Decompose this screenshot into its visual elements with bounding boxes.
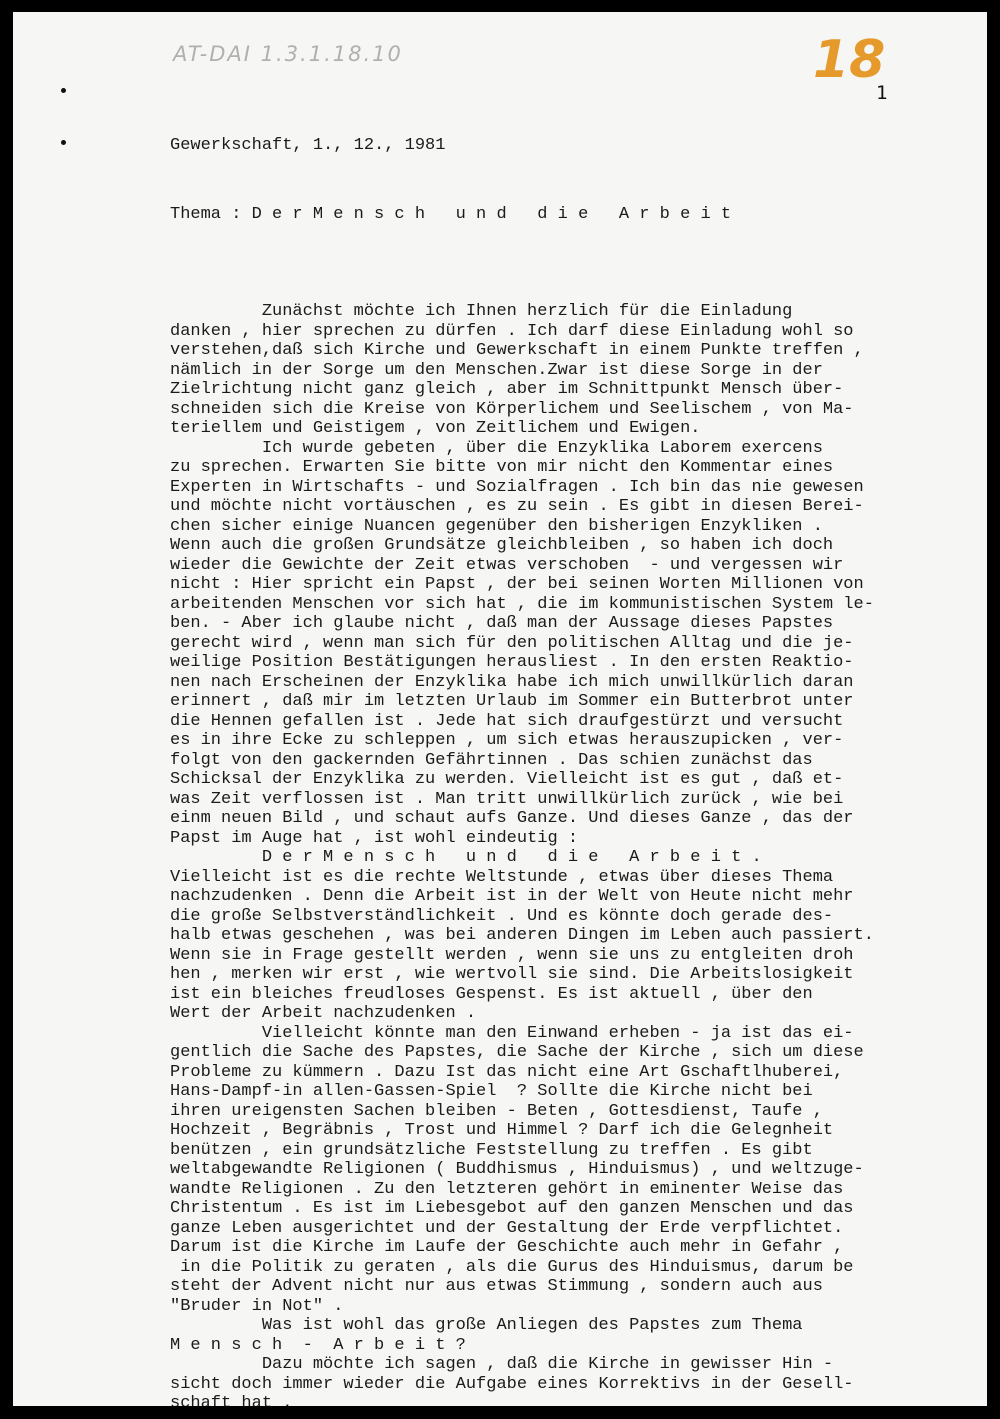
text-line: Darum ist die Kirche im Laufe der Geschichte auch mehr in Gefahr ,	[170, 1238, 844, 1257]
folio-number-handwritten: 18	[813, 30, 886, 90]
text-line: Dazu möchte ich sagen , daß die Kirche in gewisser Hin -	[170, 1355, 834, 1374]
body-text	[170, 263, 987, 1406]
text-line: Experten in Wirtschafts - und Sozialfragen . Ich bin das nie gewesen	[170, 477, 864, 497]
text-line: einm neuen Bild , und schaut aufs Ganze. Und dieses Ganze , das der	[170, 809, 854, 828]
text-line: halb etwas geschehen , was bei anderen Dingen im Leben auch passiert.	[170, 926, 874, 945]
text-line: erinnert , daß mir im letzten Urlaub im Sommer ein Butterbrot unter	[170, 692, 854, 711]
text-line: Vielleicht ist es die rechte Weltstunde , etwas über dieses Thema	[170, 867, 834, 887]
text-line: Wenn auch die großen Grundsätze gleichbleiben , so haben ich doch	[170, 536, 834, 555]
text-line: arbeitenden Menschen vor sich hat , die im kommunistischen System le-	[170, 594, 874, 614]
date-line: Gewerkschaft, 1., 12., 1981	[170, 136, 446, 155]
text-line	[170, 263, 987, 283]
text-line: nachzudenken . Denn die Arbeit ist in der Welt von Heute nicht mehr	[170, 887, 854, 906]
text-line: M e n s c h - A r b e i t ?	[170, 1335, 466, 1355]
text-line: Zielrichtung nicht ganz gleich , aber im Schnittpunkt Mensch über-	[170, 380, 844, 399]
document-text	[170, 97, 987, 1406]
text-line: danken , hier sprechen zu dürfen . Ich darf diese Einladung wohl so	[170, 321, 854, 341]
text-line: wieder die Gewichte der Zeit etwas verschoben - und vergessen wir	[170, 555, 844, 575]
text-line: nicht : Hier spricht ein Papst , der bei seinen Worten Millionen von	[170, 575, 864, 594]
text-line: gerecht wird , wenn man sich für den politischen Alltag und die je-	[170, 633, 854, 653]
text-line: Papst im Auge hat , ist wohl eindeutig :	[170, 828, 579, 848]
text-line	[170, 283, 987, 303]
text-line: die große Selbstverständlichkeit . Und es könnte doch gerade des-	[170, 906, 834, 926]
margin-mark	[61, 88, 66, 93]
text-line: schneiden sich die Kreise von Körperlichem und Seelischem , von Ma-	[170, 399, 854, 419]
text-line: gentlich die Sache des Papstes, die Sache der Kirche , sich um diese	[170, 1043, 864, 1062]
text-line: was Zeit verflossen ist . Man tritt unwillkürlich zurück , wie bei	[170, 789, 844, 809]
typewritten-page	[13, 12, 987, 1406]
text-line: ganze Leben ausgerichtet und der Gestaltung der Erde verpflichtet.	[170, 1218, 844, 1238]
text-line: Hochzeit , Begräbnis , Trost und Himmel ? Darf ich die Gelegnheit	[170, 1121, 834, 1140]
text-line: benützen , ein grundsätzliche Feststellung zu treffen . Es gibt	[170, 1140, 813, 1160]
text-line: Zunächst möchte ich Ihnen herzlich für die Einladung	[170, 302, 793, 321]
text-line: steht der Advent nicht nur aus etwas Stimmung , sondern auch aus	[170, 1277, 823, 1296]
text-line: Hans-Dampf-in allen-Gassen-Spiel ? Sollte die Kirche nicht bei	[170, 1082, 813, 1101]
text-line: in die Politik zu geraten , als die Gurus des Hinduismus, darum be	[170, 1257, 854, 1277]
page-number: 1	[876, 82, 888, 104]
text-line: "Bruder in Not" .	[170, 1296, 344, 1316]
text-line: nämlich in der Sorge um den Menschen.Zwar ist diese Sorge in der	[170, 360, 823, 380]
text-line: Schicksal der Enzyklika zu werden. Vielleicht ist es gut , daß et-	[170, 770, 844, 789]
margin-mark	[61, 140, 66, 145]
text-line: weltabgewandte Religionen ( Buddhismus , Hinduismus) , und weltzuge-	[170, 1160, 864, 1179]
text-line: Was ist wohl das große Anliegen des Papstes zum Thema	[170, 1316, 803, 1335]
archive-reference-pencil: AT-DAI 1.3.1.18.10	[173, 42, 403, 66]
text-line: D e r M e n s c h u n d d i e A r b e i t .	[170, 848, 762, 867]
text-line: die Hennen gefallen ist . Jede hat sich draufgestürzt und versucht	[170, 711, 844, 731]
text-line: es in ihre Ecke zu schleppen , um sich etwas herauszupicken , ver-	[170, 731, 844, 750]
text-line: sicht doch immer wieder die Aufgabe eines Korrektivs in der Gesell-	[170, 1374, 854, 1394]
text-line: Vielleicht könnte man den Einwand erheben - ja ist das ei-	[170, 1023, 854, 1043]
text-line: Wenn sie in Frage gestellt werden , wenn sie uns zu entgleiten droh	[170, 945, 854, 965]
theme-line: Thema : D e r M e n s c h u n d d i e A r b e i t	[170, 204, 732, 224]
text-line: chen sicher einige Nuancen gegenüber den bisherigen Enzykliken .	[170, 516, 823, 536]
text-line: wandte Religionen . Zu den letzteren gehört in eminenter Weise das	[170, 1179, 844, 1199]
text-line: nen nach Erscheinen der Enzyklika habe ich mich unwillkürlich daran	[170, 672, 854, 692]
text-line: teriellem und Geistigem , von Zeitlichem und Ewigen.	[170, 419, 701, 438]
text-line: und möchte nicht vortäuschen , es zu sein . Es gibt in diesen Berei-	[170, 497, 864, 516]
text-line: folgt von den gackernden Gefährtinnen . Das schien zunächst das	[170, 750, 813, 770]
text-line: schaft hat .	[170, 1394, 293, 1406]
text-line: Christentum . Es ist im Liebesgebot auf den ganzen Menschen und das	[170, 1199, 854, 1218]
text-line: ist ein bleiches freudloses Gespenst. Es ist aktuell , über den	[170, 984, 813, 1004]
text-line: ben. - Aber ich glaube nicht , daß man der Aussage dieses Papstes	[170, 614, 834, 633]
text-line: Probleme zu kümmern . Dazu Ist das nicht eine Art Gschaftlhuberei,	[170, 1062, 844, 1082]
text-line: zu sprechen. Erwarten Sie bitte von mir nicht den Kommentar eines	[170, 458, 834, 477]
text-line: ihren ureigensten Sachen bleiben - Beten , Gottesdienst, Taufe ,	[170, 1101, 823, 1121]
text-line: hen , merken wir erst , wie wertvoll sie sind. Die Arbeitslosigkeit	[170, 965, 854, 984]
text-line: weilige Position Bestätigungen herausliest . In den ersten Reaktio-	[170, 653, 854, 672]
text-line: Wert der Arbeit nachzudenken .	[170, 1004, 477, 1023]
text-line: verstehen,daß sich Kirche und Gewerkschaft in einem Punkte treffen ,	[170, 341, 864, 360]
text-line: Ich wurde gebeten , über die Enzyklika Laborem exercens	[170, 438, 823, 458]
